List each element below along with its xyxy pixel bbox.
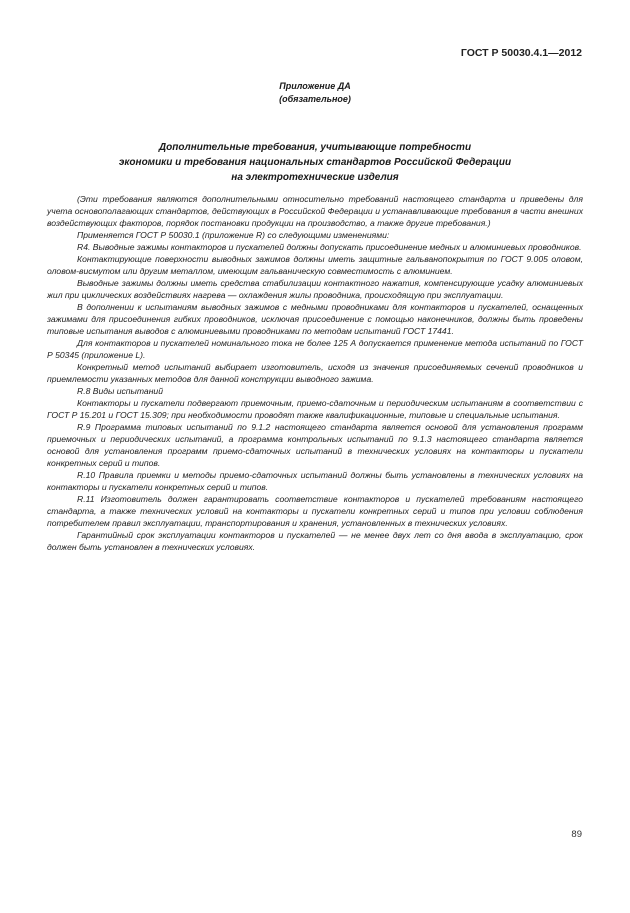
paragraph-stabilization: Выводные зажимы должны иметь средства стабилизации контактного нажатия, компенсирующие усадку алюминиевых жил при циклических воздействиях нагрева — охлаждения жилы проводника, происходящую при эксплуатации. (47, 278, 583, 300)
appendix-heading (0, 80, 630, 106)
section-title-line-1: Дополнительные требования, учитывающие потребности (158, 142, 472, 153)
section-title-line-3: на электротехнические изделия (231, 172, 399, 183)
paragraph-aluminium-tests: В дополнении к испытаниям выводных зажимов с медными проводниками для контакторов и пускателей, оснащенных зажимами для присоединения гибких проводников, исключая присоединение с помощью наконечников, должны быть проведены типовые испытания выводов с алюминиевыми проводниками по методам испытаний ГОСТ 17441. (47, 302, 583, 336)
page-number: 89 (571, 829, 582, 840)
paragraph-test-types: Контакторы и пускатели подвергают приемочным, приемо-сдаточным и периодическим испытаниям в соответствии с ГОСТ Р 15.201 и ГОСТ 15.309; при необходимости проводят также квалификационные, типовые и специальные испытания. (47, 398, 583, 420)
paragraph-r9: R.9 Программа типовых испытаний по 9.1.2 настоящего стандарта является основой для установления программ приемочных и периодических испытаний, а программа контрольных испытаний по 9.1.3 настоящего стандарта является основой для установления программ приемо-сдаточных испытаний в технических условиях на контакторы и пускатели конкретных серий и типов. (47, 422, 583, 468)
section-title-line-2: экономики и требования национальных стандартов Российской Федерации (118, 157, 512, 168)
appendix-label: Приложение ДА (279, 81, 351, 91)
standard-designation: ГОСТ Р 50030.4.1—2012 (460, 47, 582, 59)
paragraph-125a: Для контакторов и пускателей номинального тока не более 125 А допускается применение метода испытаний по ГОСТ Р 50345 (приложение L). (47, 338, 583, 360)
paragraph-r8: R.8 Виды испытаний (77, 386, 163, 396)
appendix-status: (обязательное) (279, 94, 351, 104)
section-title (0, 140, 630, 185)
paragraph-coatings: Контактирующие поверхности выводных зажимов должны иметь защитные гальванопокрытия по ГОСТ 9.005 оловом, оловом-висмутом или другим металлом, имеющим гальваническую совместимость с алюминием. (47, 254, 583, 276)
paragraph-r4: R4. Выводные зажимы контакторов и пускателей должны допускать присоединение медных и алюминиевых проводников. (77, 242, 582, 252)
paragraph-warranty: Гарантийный срок эксплуатации контакторов и пускателей — не менее двух лет со дня ввода в эксплуатацию, срок должен быть установлен в технических условиях. (47, 530, 583, 552)
paragraph-r11: R.11 Изготовитель должен гарантировать соответствие контакторов и пускателей требованиям настоящего стандарта, а также технических условий на контакторы и пускатели конкретных серий и типов при условии соблюдения потребителем правил эксплуатации, транспортирования и хранения, установленных в технических условиях. (47, 494, 583, 528)
body-text (47, 193, 583, 553)
paragraph-r10: R.10 Правила приемки и методы приемо-сдаточных испытаний должны быть установлены в технических условиях на контакторы и пускатели конкретных серий и типов. (47, 470, 583, 492)
paragraph-method-choice: Конкретный метод испытаний выбирает изготовитель, исходя из значения присоединяемых сечений проводников и приемлемости указанных методов для данной конструкции выводного зажима. (47, 362, 583, 384)
paragraph-applies: Применяется ГОСТ Р 50030.1 (приложение R) со следующими изменениями: (77, 230, 390, 240)
paragraph-intro: (Эти требования являются дополнительными относительно требований настоящего стандарта и приведены для учета основополагающих стандартов, действующих в Российской Федерации и устанавливающие требования в части внешних воздействующих факторов, порядок постановки продукции на производство, а также другие требования.) (47, 194, 583, 228)
